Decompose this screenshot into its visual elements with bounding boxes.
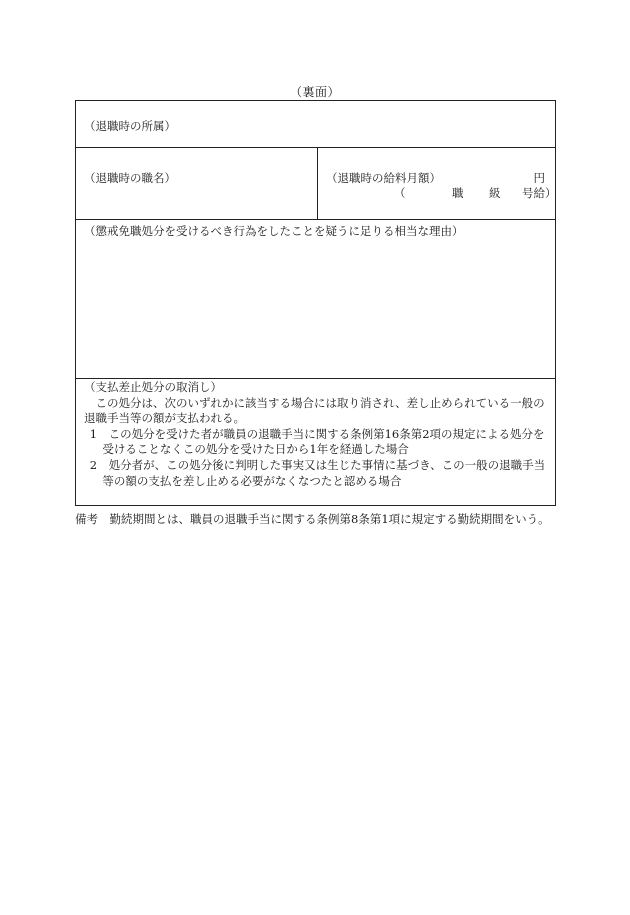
salary-label: （退職時の給料月額）	[326, 171, 441, 185]
cancellation-row	[76, 379, 555, 505]
grade-line	[326, 185, 557, 201]
remarks-note: 備考 勤続期間とは、職員の退職手当に関する条例第8条第1項に規定する勤続期間をいう。	[75, 512, 550, 526]
grade-open-paren: （	[394, 186, 406, 200]
cancellation-item-2: 2 処分者が、この処分後に判明した事実又は生じた事情に基づき、この一般の退職手当等の額の支払を差し止める必要がなくなつたと認める場合	[89, 457, 546, 488]
grade-class-label: 級	[489, 186, 501, 200]
cancellation-heading: （支払差止処分の取消し）	[84, 380, 222, 394]
affiliation-label: （退職時の所属）	[84, 119, 176, 133]
cancellation-intro: この処分は、次のいずれかに該当する場合には取り消され、差し止められている一般の退職手当等の額が支払われる。	[84, 395, 545, 426]
grade-job-label: 職	[452, 186, 464, 200]
page-title: （裏面）	[289, 85, 340, 99]
position-label: （退職時の職名）	[84, 171, 176, 185]
reason-row	[76, 220, 555, 379]
position-salary-row	[76, 148, 555, 220]
cancellation-text	[84, 380, 554, 489]
reason-label: （懲戒免職処分を受けるべき行為をしたことを疑うに足りる相当な理由）	[84, 224, 464, 238]
salary-unit: 円	[533, 171, 545, 185]
column-divider	[317, 148, 318, 220]
disposition-form-table	[75, 100, 556, 506]
affiliation-row	[76, 101, 555, 148]
grade-step-label: 号給）	[522, 186, 557, 200]
cancellation-item-1: 1 この処分を受けた者が職員の退職手当に関する条例第16条第2項の規定による処分を受けることなくこの処分を受けた日から1年を経過した場合	[89, 426, 545, 457]
